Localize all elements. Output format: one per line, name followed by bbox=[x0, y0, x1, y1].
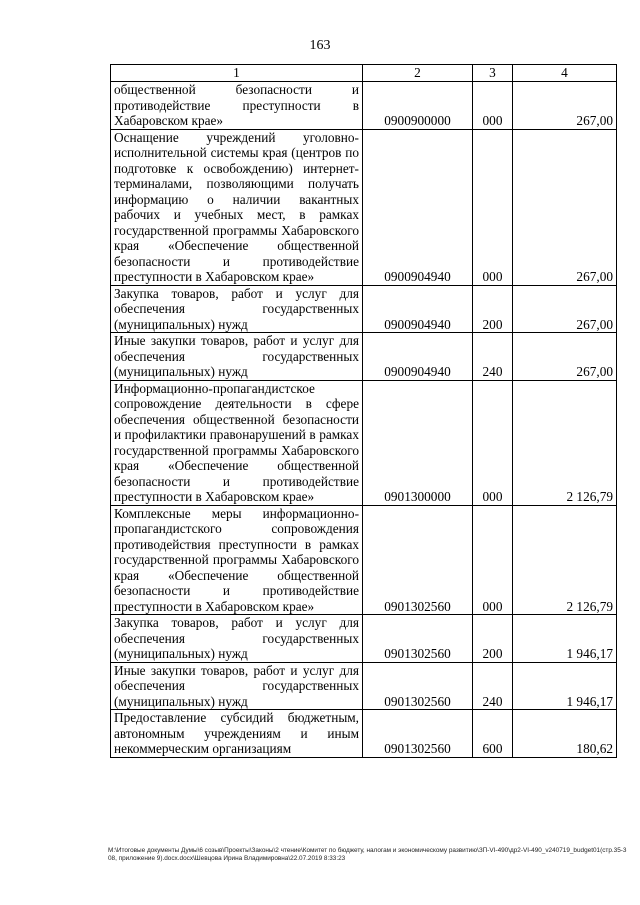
row-name: Оснащение учреждений уголовно-исполнительной системы края (центров по подготовке к освобождению) интернет-терминалами, позволяющими получать информацию о наличии вакантных рабочих и учебных мест, в рамках государственной программы Хабаровского края «Обеспечение общественной безопасности и противодействие преступности в Хабаровском крае» bbox=[111, 129, 363, 285]
row-type: 000 bbox=[473, 82, 513, 130]
column-header-1: 1 bbox=[111, 65, 363, 82]
row-amount: 267,00 bbox=[513, 82, 617, 130]
row-amount: 2 126,79 bbox=[513, 505, 617, 615]
row-amount: 267,00 bbox=[513, 129, 617, 285]
column-header-3: 3 bbox=[473, 65, 513, 82]
row-code: 0901302560 bbox=[363, 505, 473, 615]
row-name: общественной безопасности и противодействие преступности в Хабаровском крае» bbox=[111, 82, 363, 130]
row-type: 000 bbox=[473, 505, 513, 615]
table-row bbox=[111, 662, 617, 710]
row-type: 240 bbox=[473, 662, 513, 710]
row-amount: 1 946,17 bbox=[513, 615, 617, 663]
row-type: 000 bbox=[473, 380, 513, 505]
row-name: Комплексные меры информационно-пропагандистского сопровождения противодействия преступности в рамках государственной программы Хабаровского края «Обеспечение общественной безопасности и противодействие преступности в Хабаровском крае» bbox=[111, 505, 363, 615]
row-type: 240 bbox=[473, 333, 513, 381]
table-row bbox=[111, 285, 617, 333]
row-amount: 267,00 bbox=[513, 285, 617, 333]
row-amount: 1 946,17 bbox=[513, 662, 617, 710]
row-code: 0900904940 bbox=[363, 333, 473, 381]
row-code: 0901300000 bbox=[363, 380, 473, 505]
table-row bbox=[111, 129, 617, 285]
table-row bbox=[111, 505, 617, 615]
row-name: Иные закупки товаров, работ и услуг для обеспечения государственных (муниципальных) нужд bbox=[111, 662, 363, 710]
page-number: 163 bbox=[309, 38, 331, 53]
column-header-4: 4 bbox=[513, 65, 617, 82]
budget-table bbox=[110, 64, 617, 758]
row-name: Закупка товаров, работ и услуг для обеспечения государственных (муниципальных) нужд bbox=[111, 615, 363, 663]
row-type: 200 bbox=[473, 615, 513, 663]
column-header-2: 2 bbox=[363, 65, 473, 82]
row-code: 0901302560 bbox=[363, 662, 473, 710]
row-name: Информационно-пропагандистское сопровождение деятельности в сфере обеспечения общественной безопасности и профилактики правонарушений в рамках государственной программы Хабаровского края «Обеспечение общественной безопасности и противодействие преступности в Хабаровском крае» bbox=[111, 380, 363, 505]
table-row bbox=[111, 615, 617, 663]
table-row bbox=[111, 333, 617, 381]
row-code: 0901302560 bbox=[363, 615, 473, 663]
table-header-row bbox=[111, 65, 617, 82]
row-amount: 2 126,79 bbox=[513, 380, 617, 505]
row-type: 600 bbox=[473, 710, 513, 758]
table-row bbox=[111, 380, 617, 505]
row-type: 200 bbox=[473, 285, 513, 333]
row-amount: 267,00 bbox=[513, 333, 617, 381]
row-code: 0901302560 bbox=[363, 710, 473, 758]
row-name: Закупка товаров, работ и услуг для обеспечения государственных (муниципальных) нужд bbox=[111, 285, 363, 333]
document-path-footer: М:\Итоговые документы Думы\6 созыв\Проекты\Законы\2 чтение\Комитет по бюджету, налогам и экономическому развитию\ЗП-VI-490\др2-VI-490_v240719_budget01(стр.35-308, приложение 9).docx.docx\Шевцова Ирина Владимировна\22.07.2019 8:33:23 bbox=[108, 847, 627, 862]
row-amount: 180,62 bbox=[513, 710, 617, 758]
table-row bbox=[111, 710, 617, 758]
row-type: 000 bbox=[473, 129, 513, 285]
row-code: 0900904940 bbox=[363, 129, 473, 285]
row-name: Предоставление субсидий бюджетным, автономным учреждениям и иным некоммерческим организациям bbox=[111, 710, 363, 758]
table-row bbox=[111, 82, 617, 130]
row-name: Иные закупки товаров, работ и услуг для обеспечения государственных (муниципальных) нужд bbox=[111, 333, 363, 381]
row-code: 0900900000 bbox=[363, 82, 473, 130]
row-code: 0900904940 bbox=[363, 285, 473, 333]
